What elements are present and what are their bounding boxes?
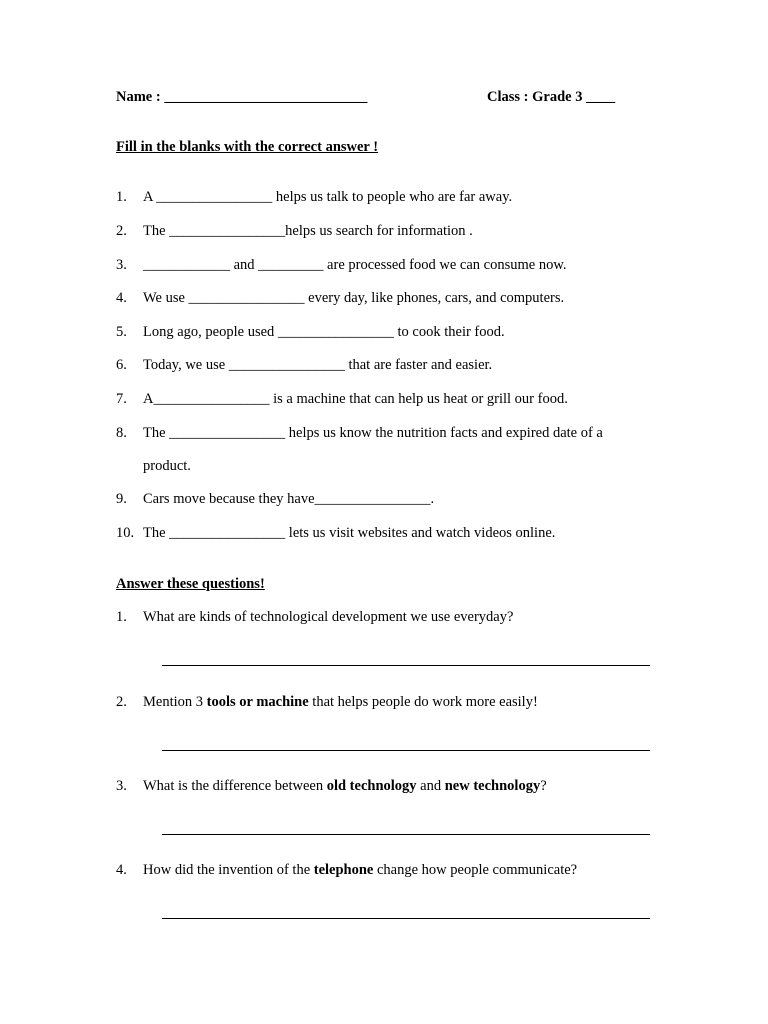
question-text — [143, 693, 538, 711]
item-number: 8. — [116, 425, 127, 441]
item-number: 4. — [116, 290, 127, 306]
question-number: 4. — [116, 862, 127, 878]
item-number: 5. — [116, 324, 127, 340]
class-label: Class : Grade 3 — [487, 89, 587, 105]
class-blank: ____ — [586, 89, 616, 105]
question-part-bold: tools or machine — [206, 694, 309, 710]
item-number: 7. — [116, 391, 127, 407]
question-part: that helps people do work more easily! — [308, 694, 538, 710]
name-field — [116, 88, 367, 106]
list-item: A________________ is a machine that can help us heat or grill our food. — [143, 391, 568, 407]
section-answer-title: Answer these questions! — [116, 576, 265, 592]
item-number: 9. — [116, 491, 127, 507]
list-item: A ________________ helps us talk to people who are far away. — [143, 189, 513, 205]
item-number: 1. — [116, 189, 127, 205]
answer-line[interactable] — [162, 834, 650, 835]
question-part: What are kinds of technological development we use everyday? — [143, 609, 514, 625]
list-item: Cars move because they have________________. — [143, 491, 435, 507]
question-number: 2. — [116, 694, 127, 710]
name-label: Name : — [116, 89, 165, 105]
item-number: 6. — [116, 357, 127, 373]
name-blank: ____________________________ — [164, 89, 368, 105]
question-number: 1. — [116, 609, 127, 625]
answer-line[interactable] — [162, 665, 650, 666]
question-number: 3. — [116, 778, 127, 794]
question-text — [143, 777, 547, 795]
question-part: change how people communicate? — [373, 862, 578, 878]
list-item: Long ago, people used ________________ to cook their food. — [143, 324, 505, 340]
question-text — [143, 861, 577, 879]
answer-line[interactable] — [162, 750, 650, 751]
section-fill-title: Fill in the blanks with the correct answer ! — [116, 139, 379, 155]
list-item-continuation: product. — [143, 458, 191, 474]
item-number: 10. — [116, 525, 135, 541]
answer-line[interactable] — [162, 918, 650, 919]
list-item: ____________ and _________ are processed food we can consume now. — [143, 257, 567, 273]
question-part-bold: old technology — [326, 778, 417, 794]
question-part: Mention 3 — [143, 694, 207, 710]
list-item: We use ________________ every day, like phones, cars, and computers. — [143, 290, 565, 306]
item-number: 3. — [116, 257, 127, 273]
question-part: and — [416, 778, 445, 794]
question-part-bold: new technology — [444, 778, 541, 794]
item-number: 2. — [116, 223, 127, 239]
question-part-bold: telephone — [313, 862, 374, 878]
question-part: What is the difference between — [143, 778, 327, 794]
list-item: The ________________helps us search for information . — [143, 223, 473, 239]
list-item: The ________________ helps us know the nutrition facts and expired date of a — [143, 425, 603, 441]
question-part: How did the invention of the — [143, 862, 314, 878]
question-part: ? — [540, 778, 547, 794]
question-text — [143, 608, 513, 626]
list-item: Today, we use ________________ that are faster and easier. — [143, 357, 493, 373]
list-item: The ________________ lets us visit websites and watch videos online. — [143, 525, 556, 541]
class-field — [487, 88, 615, 106]
